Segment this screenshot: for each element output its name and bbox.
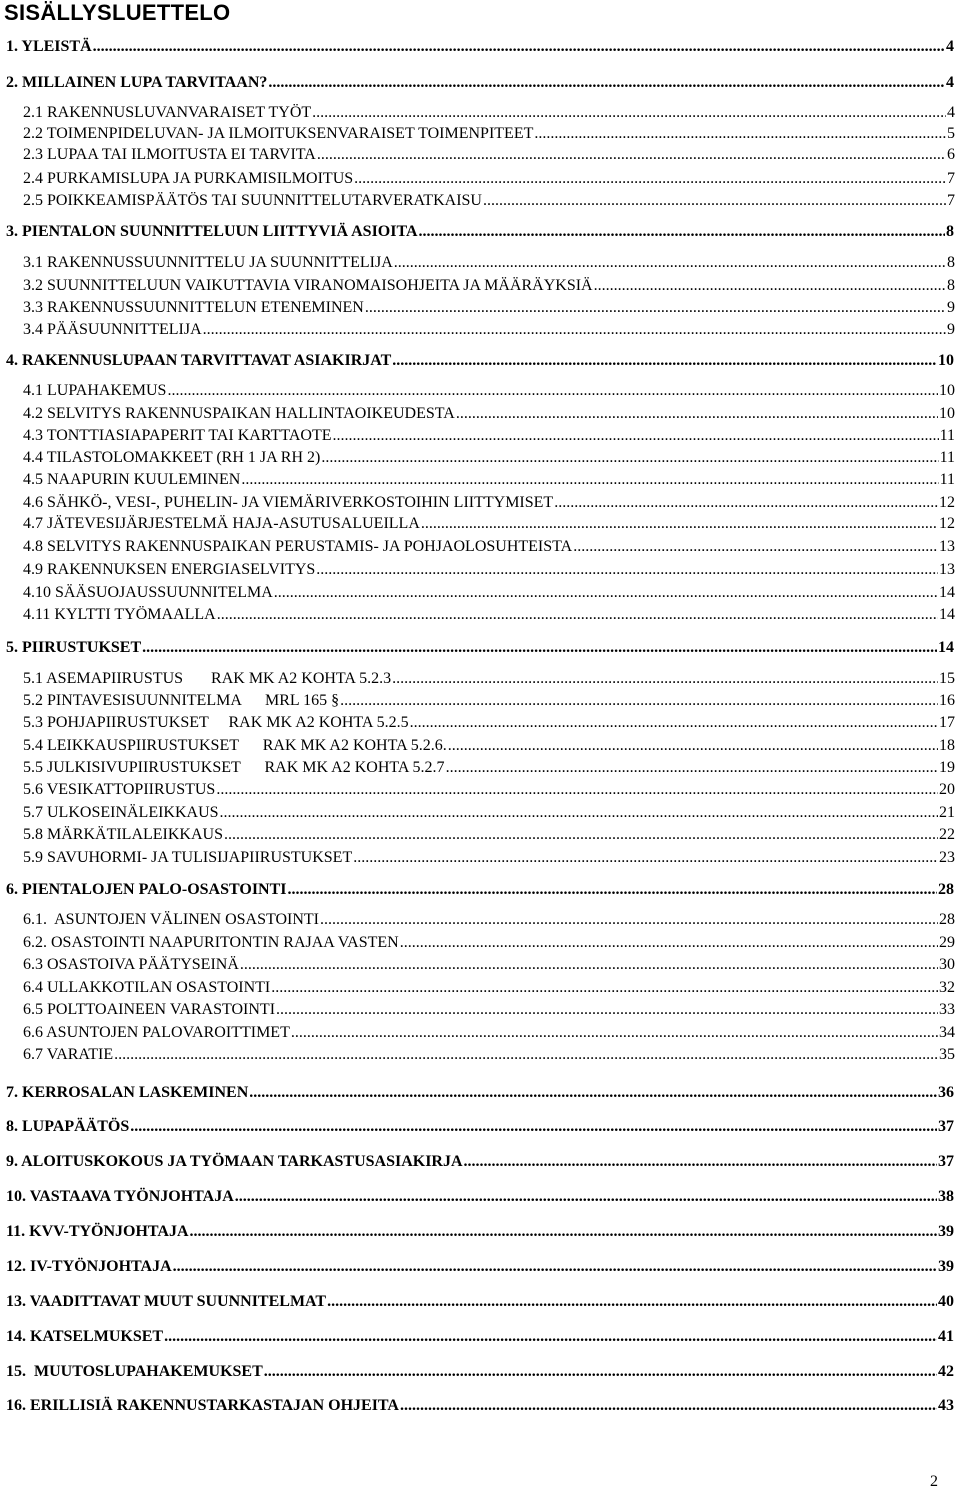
toc-entry-title: 1. YLEISTÄ — [6, 38, 92, 55]
toc-leader-dots — [93, 37, 945, 57]
toc-entry-page: 16 — [939, 692, 955, 709]
toc-entry[interactable] — [6, 1222, 954, 1242]
toc-entry-page: 28 — [939, 911, 955, 928]
toc-entry-title: 4.11 KYLTTI TYÖMAALLA — [23, 606, 216, 623]
toc-entry[interactable] — [23, 103, 955, 123]
toc-entry-page: 38 — [938, 1188, 954, 1205]
toc-entry-title: 4.3 TONTTIASIAPAPERIT TAI KARTTAOTE — [23, 427, 332, 444]
toc-entry[interactable] — [23, 124, 955, 144]
toc-entry-title: 4.6 SÄHKÖ-, VESI-, PUHELIN- JA VIEMÄRIVERKOSTOIHIN LIITTYMISET — [23, 494, 554, 511]
toc-entry-title: 5.2 PINTAVESISUUNNITELMA MRL 165 § — [23, 692, 340, 709]
toc-entry[interactable] — [23, 803, 955, 823]
toc-entry-page: 11 — [939, 449, 955, 466]
toc-entry[interactable] — [23, 605, 955, 625]
toc-entry[interactable] — [6, 1292, 954, 1312]
toc-leader-dots — [400, 933, 938, 953]
toc-leader-dots — [392, 669, 938, 689]
toc-entry-page: 34 — [939, 1024, 955, 1041]
toc-leader-dots — [317, 145, 946, 165]
toc-entry[interactable] — [23, 298, 955, 318]
toc-entry-title: 4.10 SÄÄSUOJAUSSUUNNITELMA — [23, 584, 273, 601]
toc-entry-page: 4 — [947, 104, 955, 121]
toc-entry-title: 13. VAADITTAVAT MUUT SUUNNITELMAT — [6, 1293, 327, 1310]
toc-leader-dots — [274, 583, 938, 603]
toc-leader-dots — [130, 1117, 937, 1137]
toc-leader-dots — [316, 560, 938, 580]
toc-leader-dots — [421, 514, 938, 534]
toc-leader-dots — [224, 825, 938, 845]
toc-leader-dots — [320, 910, 938, 930]
toc-leader-dots — [446, 758, 938, 778]
toc-leader-dots — [220, 803, 938, 823]
toc-entry[interactable] — [23, 320, 955, 340]
toc-entry[interactable] — [23, 537, 955, 557]
toc-entry-title: 4.7 JÄTEVESIJÄRJESTELMÄ HAJA-ASUTUSALUEILLA — [23, 515, 420, 532]
toc-entry-title: 9. ALOITUSKOKOUS JA TYÖMAAN TARKASTUSASIAKIRJA — [6, 1153, 463, 1170]
toc-leader-dots — [456, 404, 938, 424]
toc-entry[interactable] — [6, 1362, 954, 1382]
toc-entry[interactable] — [23, 1000, 955, 1020]
toc-entry-page: 30 — [939, 956, 955, 973]
toc-leader-dots — [249, 1083, 937, 1103]
toc-entry[interactable] — [23, 560, 955, 580]
toc-entry-title: 5.9 SAVUHORMI- JA TULISIJAPIIRUSTUKSET — [23, 849, 353, 866]
toc-entry-title: 5. PIIRUSTUKSET — [6, 639, 142, 656]
toc-entry-title: 4.4 TILASTOLOMAKKEET (RH 1 JA RH 2) — [23, 449, 321, 466]
toc-entry[interactable] — [23, 470, 955, 490]
toc-entry[interactable] — [6, 222, 954, 242]
toc-entry-title: 3.4 PÄÄSUUNNITTELIJA — [23, 321, 202, 338]
toc-entry-page: 39 — [938, 1258, 954, 1275]
toc-entry[interactable] — [6, 1187, 954, 1207]
toc-entry-page: 19 — [939, 759, 955, 776]
toc-entry[interactable] — [23, 780, 955, 800]
toc-entry[interactable] — [23, 514, 955, 534]
toc-entry-page: 5 — [947, 125, 955, 142]
toc-entry[interactable] — [23, 669, 955, 689]
toc-entry[interactable] — [23, 191, 955, 211]
toc-entry-page: 40 — [938, 1293, 954, 1310]
toc-entry-title: 2.4 PURKAMISLUPA JA PURKAMISILMOITUS — [23, 170, 354, 187]
toc-entry-page: 29 — [939, 934, 955, 951]
toc-entry-page: 9 — [947, 299, 955, 316]
toc-leader-dots — [268, 73, 945, 93]
toc-leader-dots — [216, 780, 938, 800]
toc-entry[interactable] — [23, 493, 955, 513]
toc-entry-title: 5.8 MÄRKÄTILALEIKKAUS — [23, 826, 223, 843]
toc-leader-dots — [464, 1152, 937, 1172]
toc-entry-title: 6.2. OSASTOINTI NAAPURITONTIN RAJAA VASTEN — [23, 934, 399, 951]
toc-entry-title: 15. MUUTOSLUPAHAKEMUKSET — [6, 1363, 263, 1380]
toc-entry-page: 13 — [939, 538, 955, 555]
toc-entry-page: 37 — [938, 1118, 954, 1135]
toc-entry-page: 9 — [947, 321, 955, 338]
toc-entry-page: 7 — [947, 192, 955, 209]
toc-entry-page: 4 — [946, 38, 954, 55]
toc-entry[interactable] — [6, 1396, 954, 1416]
toc-entry[interactable] — [23, 713, 955, 733]
toc-entry-title: 4.5 NAAPURIN KUULEMINEN — [23, 471, 241, 488]
toc-entry-title: 2.2 TOIMENPIDELUVAN- JA ILMOITUKSENVARAISET TOIMENPITEET — [23, 125, 534, 142]
toc-entry[interactable] — [23, 448, 955, 468]
toc-leader-dots — [353, 848, 938, 868]
toc-entry-title: 2. MILLAINEN LUPA TARVITAAN? — [6, 74, 268, 91]
toc-entry-page: 43 — [938, 1397, 954, 1414]
toc-entry-title: 6.3 OSASTOIVA PÄÄTYSEINÄ — [23, 956, 239, 973]
toc-entry-page: 37 — [938, 1153, 954, 1170]
toc-entry-page: 20 — [939, 781, 955, 798]
toc-entry-page: 39 — [938, 1223, 954, 1240]
toc-entry-page: 12 — [939, 515, 955, 532]
toc-entry[interactable] — [23, 276, 955, 296]
toc-entry-title: 5.1 ASEMAPIIRUSTUS RAK MK A2 KOHTA 5.2.3 — [23, 670, 392, 687]
toc-entry[interactable] — [6, 880, 954, 900]
toc-entry-title: 2.1 RAKENNUSLUVANVARAISET TYÖT — [23, 104, 312, 121]
document-title: SISÄLLYSLUETTELO — [4, 0, 231, 25]
toc-entry-title: 6.1. ASUNTOJEN VÄLINEN OSASTOINTI — [23, 911, 320, 928]
toc-leader-dots — [312, 103, 946, 123]
toc-entry[interactable] — [23, 825, 955, 845]
toc-entry-page: 21 — [939, 804, 955, 821]
toc-entry[interactable] — [6, 1257, 954, 1277]
toc-leader-dots — [217, 605, 938, 625]
toc-entry[interactable] — [23, 1023, 955, 1043]
toc-entry-page: 14 — [938, 639, 954, 656]
toc-entry[interactable] — [23, 1045, 955, 1065]
toc-entry[interactable] — [23, 736, 955, 756]
toc-entry-page: 10 — [939, 382, 955, 399]
toc-entry-title: 10. VASTAAVA TYÖNJOHTAJA — [6, 1188, 234, 1205]
toc-entry-title: 6.4 ULLAKKOTILAN OSASTOINTI — [23, 979, 271, 996]
toc-entry-page: 41 — [938, 1328, 954, 1345]
toc-entry-page: 12 — [939, 494, 955, 511]
toc-entry-page: 36 — [938, 1084, 954, 1101]
toc-entry-page: 11 — [939, 427, 955, 444]
toc-entry-title: 4.9 RAKENNUKSEN ENERGIASELVITYS — [23, 561, 316, 578]
toc-entry-title: 4. RAKENNUSLUPAAN TARVITTAVAT ASIAKIRJAT — [6, 352, 392, 369]
toc-entry-page: 17 — [939, 714, 955, 731]
toc-leader-dots — [594, 276, 946, 296]
toc-entry-title: 7. KERROSALAN LASKEMINEN — [6, 1084, 249, 1101]
toc-entry-page: 8 — [947, 254, 955, 271]
toc-entry-page: 18 — [939, 737, 955, 754]
toc-entry-page: 14 — [939, 584, 955, 601]
toc-leader-dots — [554, 493, 938, 513]
toc-leader-dots — [573, 537, 938, 557]
toc-leader-dots — [354, 169, 946, 189]
toc-entry-page: 13 — [939, 561, 955, 578]
toc-entry[interactable] — [23, 404, 955, 424]
toc-leader-dots — [288, 880, 938, 900]
toc-leader-dots — [241, 470, 938, 490]
toc-entry-title: 4.1 LUPAHAKEMUS — [23, 382, 167, 399]
toc-entry-page: 4 — [946, 74, 954, 91]
toc-entry-title: 2.5 POIKKEAMISPÄÄTÖS TAI SUUNNITTELUTARVERATKAISU — [23, 192, 482, 209]
toc-entry[interactable] — [23, 583, 955, 603]
toc-entry-page: 14 — [939, 606, 955, 623]
toc-entry-title: 6.7 VARATIE — [23, 1046, 114, 1063]
toc-entry[interactable] — [23, 910, 955, 930]
toc-entry-page: 15 — [939, 670, 955, 687]
toc-entry-page: 8 — [946, 223, 954, 240]
toc-leader-dots — [291, 1023, 938, 1043]
toc-entry[interactable] — [23, 978, 955, 998]
toc-entry-title: 4.8 SELVITYS RAKENNUSPAIKAN PERUSTAMIS- JA POHJAOLOSUHTEISTA — [23, 538, 573, 555]
toc-leader-dots — [332, 426, 938, 446]
toc-entry-title: 5.4 LEIKKAUSPIIRUSTUKSET RAK MK A2 KOHTA 5.2.6. — [23, 737, 447, 754]
toc-leader-dots — [240, 955, 938, 975]
toc-entry-title: 3.3 RAKENNUSSUUNNITTELUN ETENEMINEN — [23, 299, 364, 316]
toc-entry[interactable] — [23, 691, 955, 711]
toc-leader-dots — [394, 253, 946, 273]
toc-entry-title: 5.5 JULKISIVUPIIRUSTUKSET RAK MK A2 KOHTA 5.2.7 — [23, 759, 445, 776]
toc-entry[interactable] — [23, 169, 955, 189]
toc-leader-dots — [264, 1362, 937, 1382]
toc-entry[interactable] — [23, 253, 955, 273]
toc-entry[interactable] — [6, 638, 954, 658]
toc-leader-dots — [142, 638, 937, 658]
toc-entry-page: 23 — [939, 849, 955, 866]
toc-leader-dots — [114, 1045, 938, 1065]
toc-entry[interactable] — [6, 73, 954, 93]
toc-leader-dots — [419, 222, 946, 242]
toc-entry-page: 6 — [947, 146, 955, 163]
toc-entry[interactable] — [23, 381, 955, 401]
toc-entry[interactable] — [23, 758, 955, 778]
toc-leader-dots — [276, 1000, 938, 1020]
toc-leader-dots — [340, 691, 938, 711]
toc-entry-page: 42 — [938, 1363, 954, 1380]
toc-entry-title: 2.3 LUPAA TAI ILMOITUSTA EI TARVITA — [23, 146, 316, 163]
toc-entry-title: 6. PIENTALOJEN PALO-OSASTOINTI — [6, 881, 287, 898]
toc-leader-dots — [203, 320, 946, 340]
toc-leader-dots — [321, 448, 938, 468]
toc-entry[interactable] — [6, 1083, 954, 1103]
toc-entry-title: 3.1 RAKENNUSSUUNNITTELU JA SUUNNITTELIJA — [23, 254, 393, 271]
toc-leader-dots — [400, 1396, 937, 1416]
toc-entry-page: 8 — [947, 277, 955, 294]
toc-entry[interactable] — [23, 955, 955, 975]
toc-entry-title: 5.7 ULKOSEINÄLEIKKAUS — [23, 804, 219, 821]
toc-entry-title: 8. LUPAPÄÄTÖS — [6, 1118, 130, 1135]
toc-leader-dots — [392, 351, 937, 371]
toc-leader-dots — [483, 191, 946, 211]
toc-leader-dots — [365, 298, 946, 318]
toc-entry[interactable] — [23, 848, 955, 868]
toc-entry-title: 14. KATSELMUKSET — [6, 1328, 164, 1345]
toc-entry-title: 6.6 ASUNTOJEN PALOVAROITTIMET — [23, 1024, 290, 1041]
toc-entry-title: 5.3 POHJAPIIRUSTUKSET RAK MK A2 KOHTA 5.2.5 — [23, 714, 409, 731]
toc-entry[interactable] — [6, 1117, 954, 1137]
toc-leader-dots — [190, 1222, 937, 1242]
toc-entry-title: 5.6 VESIKATTOPIIRUSTUS — [23, 781, 216, 798]
toc-leader-dots — [167, 381, 938, 401]
toc-entry-title: 12. IV-TYÖNJOHTAJA — [6, 1258, 172, 1275]
toc-entry[interactable] — [6, 351, 954, 371]
toc-leader-dots — [164, 1327, 937, 1347]
toc-entry-page: 32 — [939, 979, 955, 996]
toc-entry[interactable] — [23, 426, 955, 446]
toc-entry-title: 16. ERILLISIÄ RAKENNUSTARKASTAJAN OHJEITA — [6, 1397, 399, 1414]
toc-entry-title: 3. PIENTALON SUUNNITTELUUN LIITTYVIÄ ASIOITA — [6, 223, 418, 240]
toc-entry[interactable] — [6, 1327, 954, 1347]
toc-entry-page: 35 — [939, 1046, 955, 1063]
toc-entry-page: 11 — [939, 471, 955, 488]
toc-leader-dots — [534, 124, 946, 144]
toc-entry-page: 28 — [938, 881, 954, 898]
toc-entry[interactable] — [23, 145, 955, 165]
toc-entry-title: 11. KVV-TYÖNJOHTAJA — [6, 1223, 189, 1240]
toc-entry[interactable] — [6, 37, 954, 57]
toc-leader-dots — [410, 713, 938, 733]
toc-entry-page: 22 — [939, 826, 955, 843]
toc-entry-page: 10 — [939, 405, 955, 422]
toc-leader-dots — [327, 1292, 937, 1312]
toc-leader-dots — [271, 978, 938, 998]
toc-entry-page: 7 — [947, 170, 955, 187]
toc-leader-dots — [235, 1187, 937, 1207]
toc-leader-dots — [448, 736, 938, 756]
toc-leader-dots — [173, 1257, 937, 1277]
toc-entry-page: 33 — [939, 1001, 955, 1018]
toc-entry-page: 10 — [938, 352, 954, 369]
toc-entry[interactable] — [23, 933, 955, 953]
page-number: 2 — [930, 1473, 938, 1490]
toc-entry[interactable] — [6, 1152, 954, 1172]
toc-entry-title: 3.2 SUUNNITTELUUN VAIKUTTAVIA VIRANOMAISOHJEITA JA MÄÄRÄYKSIÄ — [23, 277, 593, 294]
toc-entry-title: 6.5 POLTTOAINEEN VARASTOINTI — [23, 1001, 276, 1018]
toc-entry-title: 4.2 SELVITYS RAKENNUSPAIKAN HALLINTAOIKEUDESTA — [23, 405, 455, 422]
